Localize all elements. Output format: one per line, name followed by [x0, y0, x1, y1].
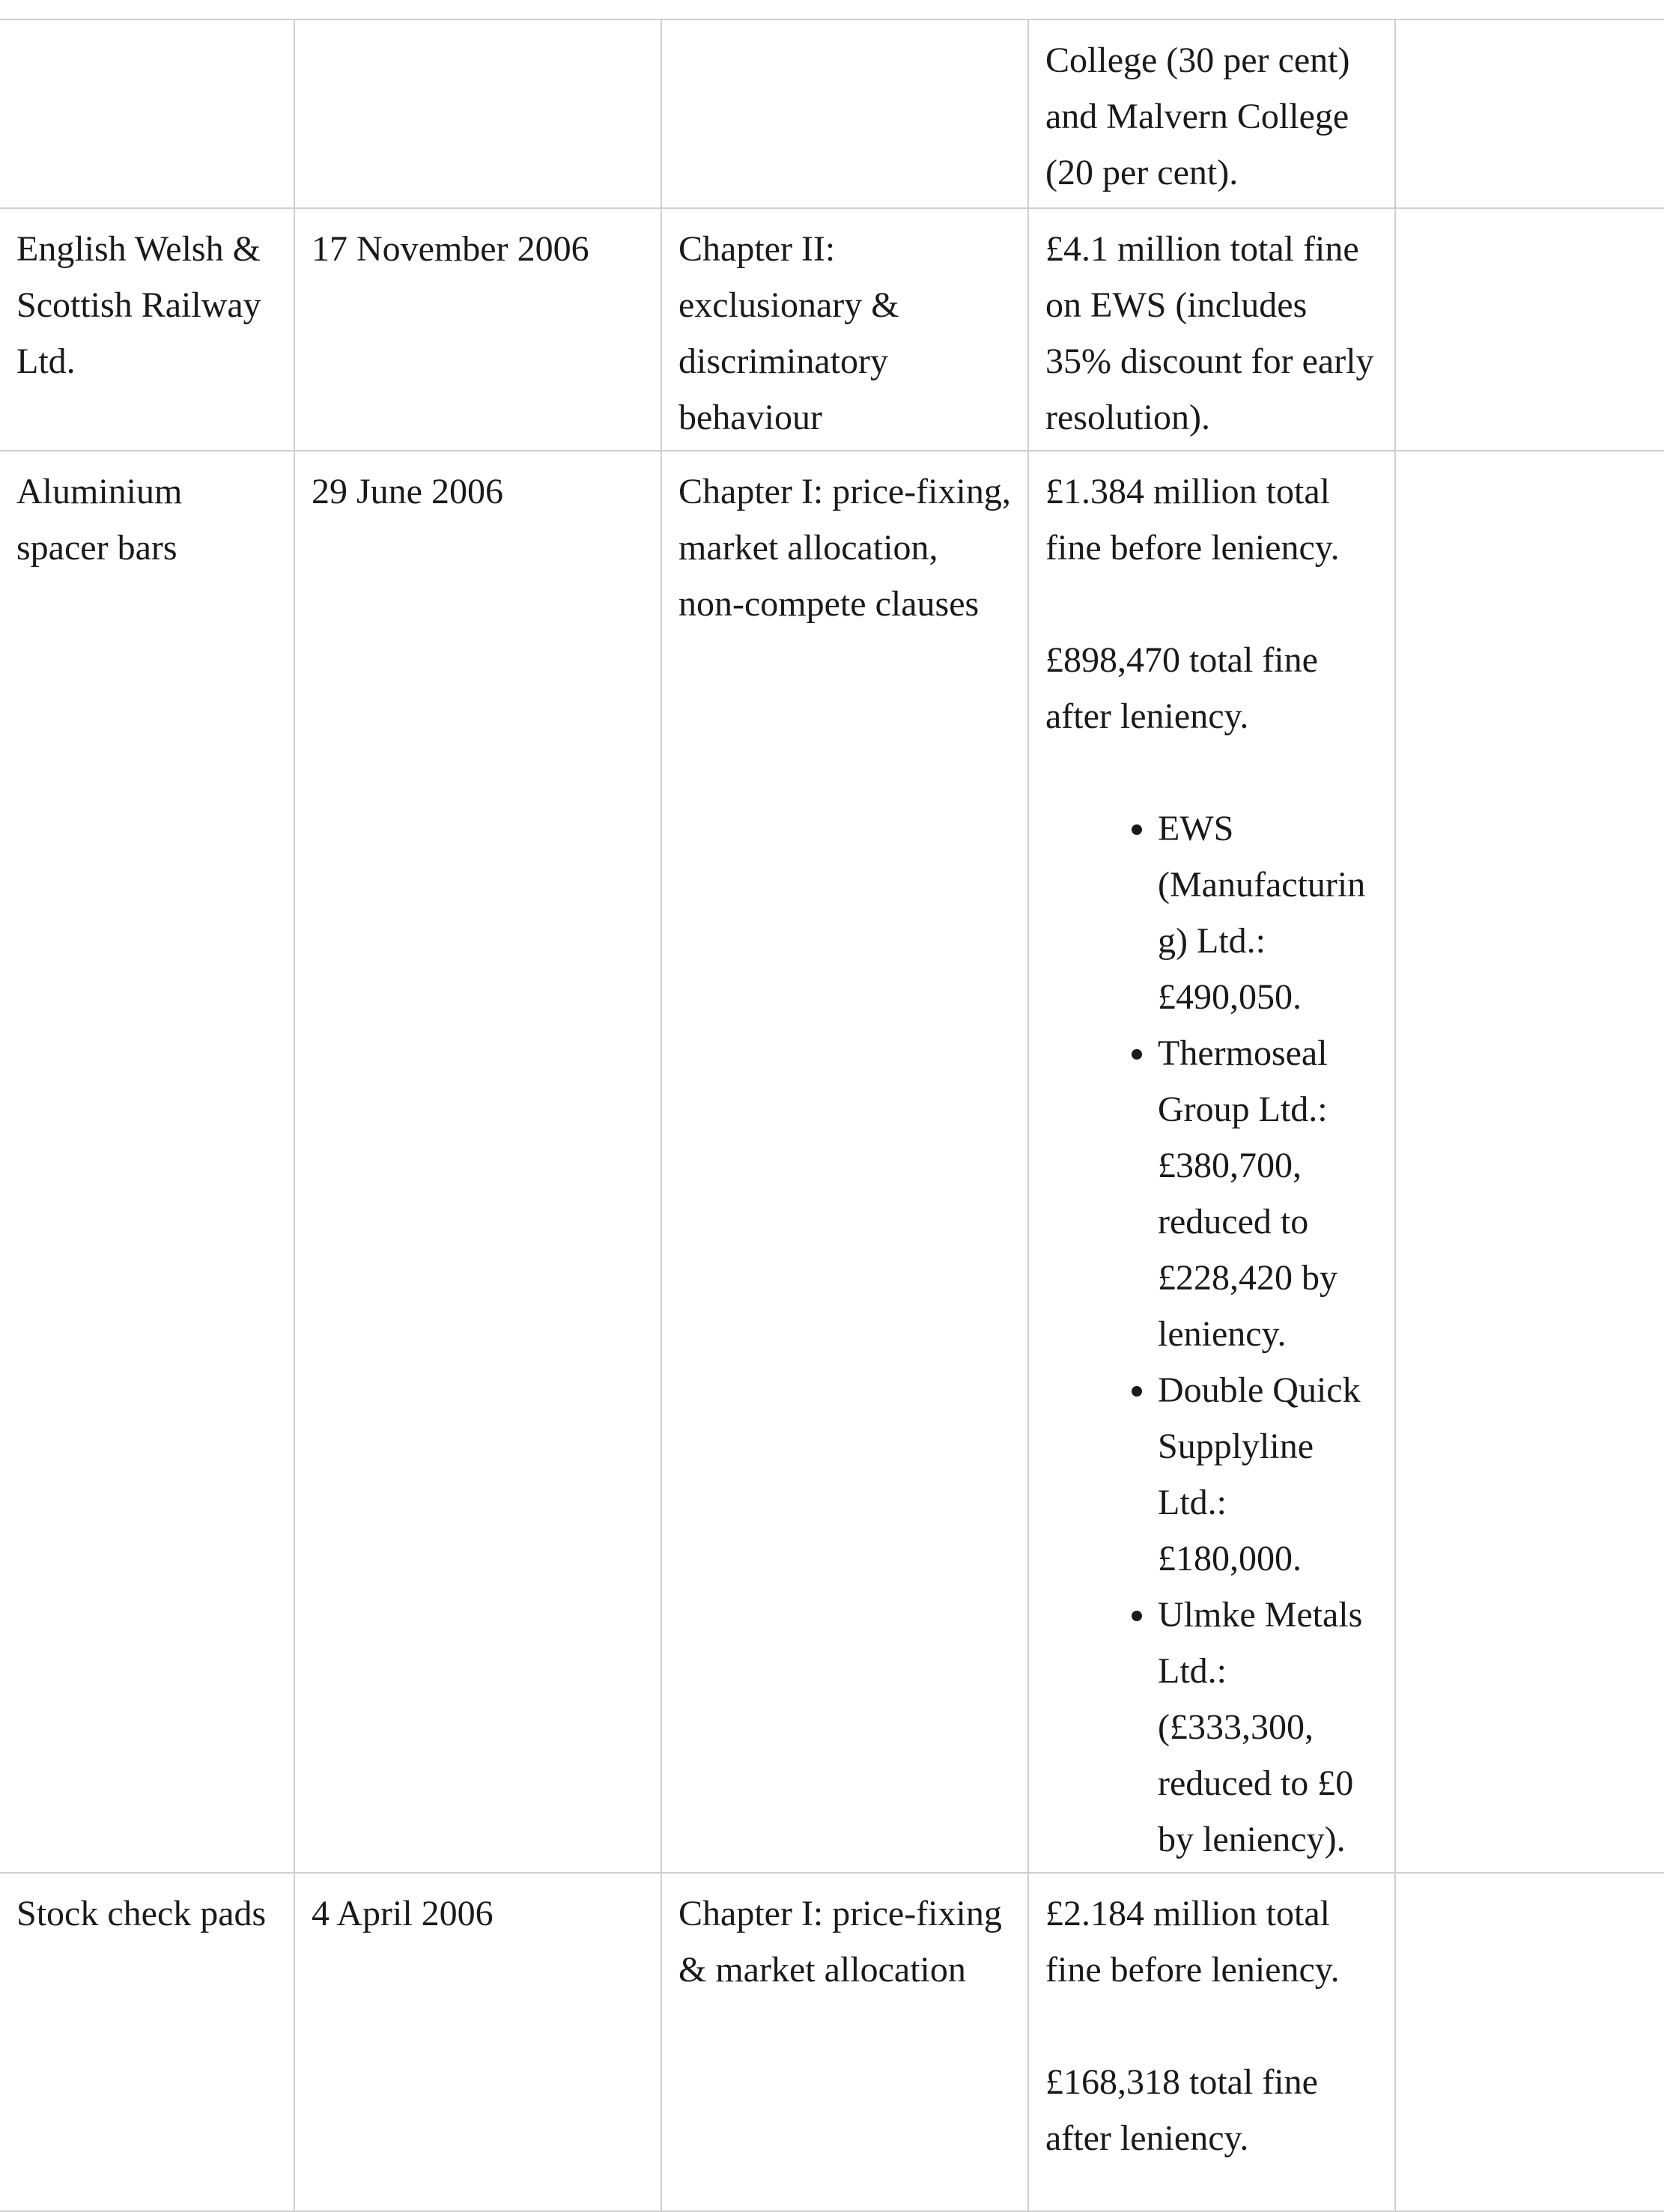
penalty-paragraph: £898,470 total fine after leniency.: [1045, 640, 1318, 736]
penalty-paragraph: £4.1 million total fine on EWS (includes 35% discount for early resolution).: [1045, 229, 1374, 437]
list-item: • Thermoseal Group Ltd.: £380,700, reduced to £228,420 by leniency.: [1158, 1025, 1378, 1362]
list-item: • Ulmke Metals Ltd.: (£333,300, reduced to £0 by leniency).: [1158, 1587, 1378, 1868]
notes-cell: [1395, 19, 1664, 208]
type-cell: Chapter I: price-fixing, market allocation, non-compete clauses: [661, 451, 1028, 1873]
case-cell: English Welsh & Scottish Railway Ltd.: [0, 208, 294, 451]
penalty-cell: [1028, 1873, 1395, 2211]
list-item: • Double Quick Supplyline Ltd.: £180,000.: [1158, 1362, 1378, 1587]
table-row: [0, 19, 1664, 208]
table-row: [0, 208, 1664, 451]
type-cell: Chapter II: exclusionary & discriminatory behaviour: [661, 208, 1028, 451]
penalty-bullet-list: [1045, 800, 1378, 1868]
notes-cell: [1395, 208, 1664, 451]
penalty-paragraph: £168,318 total fine after leniency.: [1045, 2062, 1318, 2158]
date-cell: 17 November 2006: [294, 208, 661, 451]
notes-cell: [1395, 1873, 1664, 2211]
date-cell: 4 April 2006: [294, 1873, 661, 2211]
date-cell: [294, 19, 661, 208]
date-cell: 29 June 2006: [294, 451, 661, 1873]
table-row: [0, 451, 1664, 1873]
penalty-cell: [1028, 451, 1395, 1873]
notes-cell: [1395, 451, 1664, 1873]
type-cell: Chapter I: price-fixing & market allocation: [661, 1873, 1028, 2211]
infringement-decisions-table: [0, 19, 1664, 2212]
type-cell: [661, 19, 1028, 208]
penalty-paragraph: College (30 per cent) and Malvern College (20 per cent).: [1045, 40, 1350, 192]
case-cell: [0, 19, 294, 208]
case-cell: Stock check pads: [0, 1873, 294, 2211]
case-cell: Aluminium spacer bars: [0, 451, 294, 1873]
penalty-cell: [1028, 208, 1395, 451]
list-item: • EWS (Manufacturing) Ltd.: £490,050.: [1158, 800, 1378, 1025]
penalty-paragraph: £1.384 million total fine before leniency.: [1045, 472, 1340, 568]
table-row: [0, 1873, 1664, 2211]
penalty-cell: [1028, 19, 1395, 208]
penalty-paragraph: £2.184 million total fine before leniency.: [1045, 1894, 1340, 1990]
